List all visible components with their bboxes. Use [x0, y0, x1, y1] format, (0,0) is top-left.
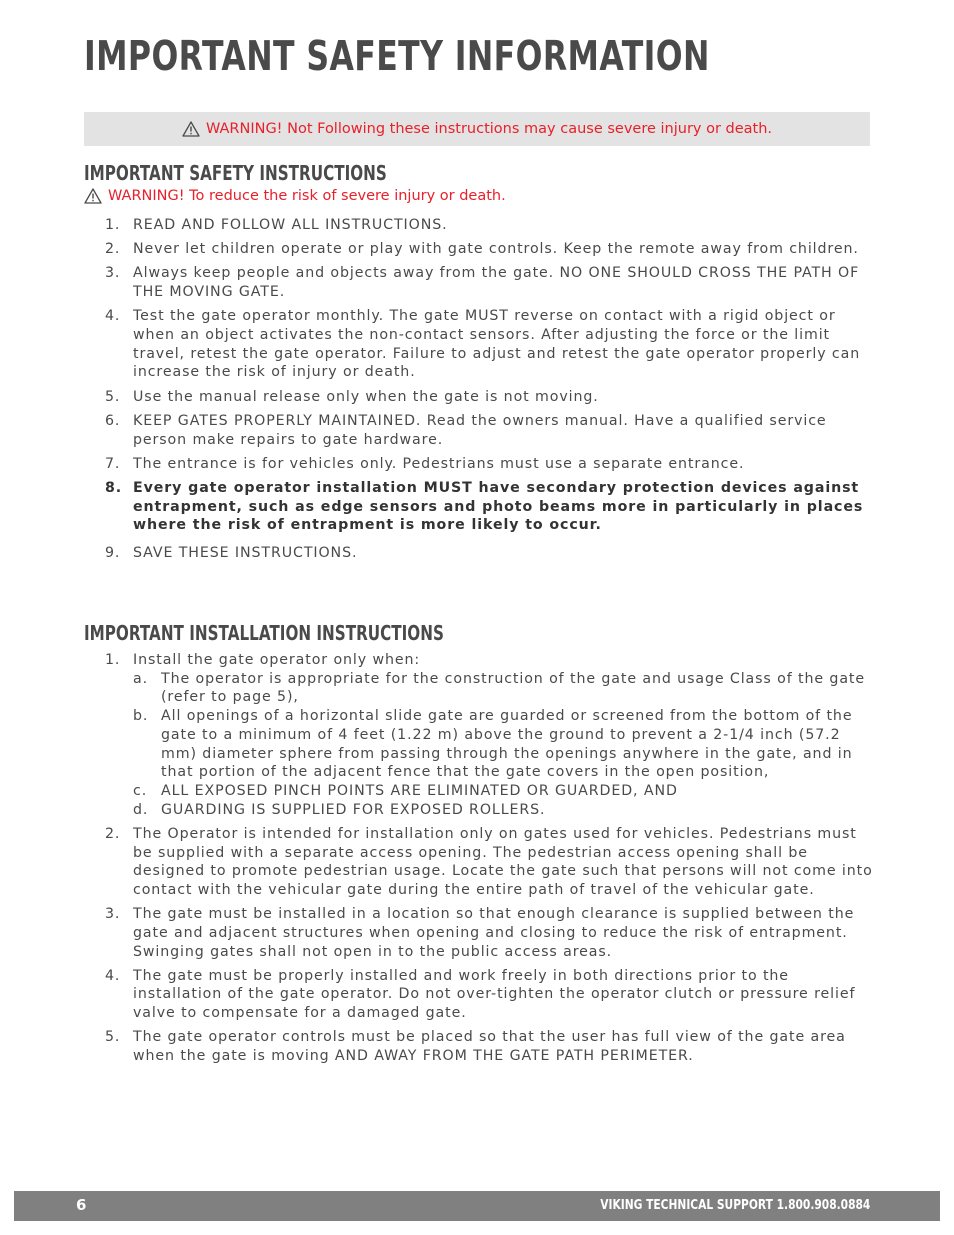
list-item: 9. SAVE THESE INSTRUCTIONS.: [105, 545, 358, 562]
list-item: 5. The gate operator controls must be placed so that the user has full view of the gate area when the gate is moving AND AWAY FROM THE GATE PATH PERIMETER.: [105, 1029, 846, 1065]
list-item: 3. The gate must be installed in a location so that enough clearance is supplied between the gate and adjacent structures when opening and closing to reduce the risk of entrapment. Swinging gates shall not open in to the public access areas.: [105, 906, 855, 960]
safety-warning: [84, 188, 506, 204]
list-item: 2. The Operator is intended for installation only on gates used for vehicles. Pedestrians must be supplied with a separate access opening. The pedestrian access opening shall be designed to promote pedestrian usage. Locate the gate such that persons will not come into contact with the vehicular gate during the entire path of travel of the vehicular gate.: [105, 825, 873, 898]
page-number: 6: [76, 1196, 87, 1214]
list-item-emphasized: 8. Every gate operator installation MUST have secondary protection devices against entrapment, such as edge sensors and photo beams more in particularly in places where the risk of entrapment is more likely to occur.: [105, 479, 864, 534]
list-item: 4. Test the gate operator monthly. The gate MUST reverse on contact with a rigid object or when an object activates the non-contact sensors. After adjusting the force or the limit travel, retest the gate operator. Failure to adjust and retest the gate operator properly can increase the risk of injury or death.: [105, 308, 861, 381]
list-item: 5. Use the manual release only when the gate is not moving.: [105, 388, 599, 405]
list-item: 1. READ AND FOLLOW ALL INSTRUCTIONS.: [105, 217, 448, 233]
list-item: 7. The entrance is for vehicles only. Pedestrians must use a separate entrance.: [105, 455, 745, 472]
list-item: 2. Never let children operate or play with gate controls. Keep the remote away from children.: [105, 241, 859, 258]
list-item: 3. Always keep people and objects away from the gate. NO ONE SHOULD CROSS THE PATH OF THE MOVING GATE.: [105, 265, 860, 301]
banner-warning-text: WARNING! Not Following these instructions may cause severe injury or death.: [205, 121, 773, 137]
sub-list-item: b. All openings of a horizontal slide gate are guarded or screened from the bottom of the gate to a minimum of 4 feet (1.22 m) above the ground to prevent a 2-1/4 inch (57.2 mm) diameter sphere from passing through the openings anywhere in the gate, and in that portion of the adjacent fence that the gate covers in the open position,: [133, 708, 853, 781]
list-item: 1. Install the gate operator only when: a. The operator is appropriate for the construction of the gate and usage Class of the gate (refer to page 5), b. All openings of a horizontal slide gate are guarded or screened from the bottom of the gate to a minimum of 4 feet (1.22 m) above the ground to prevent a 2-1/4 inch (57.2 mm) diameter sphere from passing through the openings anywhere in the gate, and in that portion of the adjacent fence that the gate covers in the open position, c. ALL EXPOSED PINCH POINTS ARE ELIMINATED OR GUARDED, AND d. GUARDING IS SUPPLIED FOR EXPOSED ROLLERS.: [84, 651, 874, 819]
support-phone: VIKING TECHNICAL SUPPORT 1.800.908.0884: [599, 1198, 870, 1213]
sub-list: [133, 670, 874, 820]
list-item: 6. KEEP GATES PROPERLY MAINTAINED. Read the owners manual. Have a qualified service person make repairs to gate hardware.: [105, 412, 827, 448]
warning-triangle-icon: [182, 121, 200, 137]
list-item-text: Install the gate operator only when:: [133, 652, 421, 668]
safety-warning-text: WARNING! To reduce the risk of severe injury or death.: [108, 188, 506, 204]
safety-instructions-heading: IMPORTANT SAFETY INSTRUCTIONS: [84, 161, 387, 185]
sub-list-item: c. ALL EXPOSED PINCH POINTS ARE ELIMINATED OR GUARDED, AND: [133, 782, 678, 799]
warning-triangle-icon: [84, 188, 102, 204]
page-footer: [14, 1191, 940, 1221]
safety-instructions-list: [84, 216, 874, 568]
sub-list-item: d. GUARDING IS SUPPLIED FOR EXPOSED ROLLERS.: [133, 801, 546, 818]
installation-instructions-list: [84, 651, 874, 1071]
sub-list-item: a. The operator is appropriate for the construction of the gate and usage Class of the gate (refer to page 5),: [133, 670, 866, 706]
list-item: 4. The gate must be properly installed and work freely in both directions prior to the installation of the gate operator. Do not over-tighten the operator clutch or pressure relief valve to compensate for a damaged gate.: [105, 967, 856, 1022]
installation-instructions-heading: IMPORTANT INSTALLATION INSTRUCTIONS: [84, 621, 444, 645]
page-title: IMPORTANT SAFETY INFORMATION: [84, 32, 710, 80]
warning-banner: [84, 112, 870, 146]
